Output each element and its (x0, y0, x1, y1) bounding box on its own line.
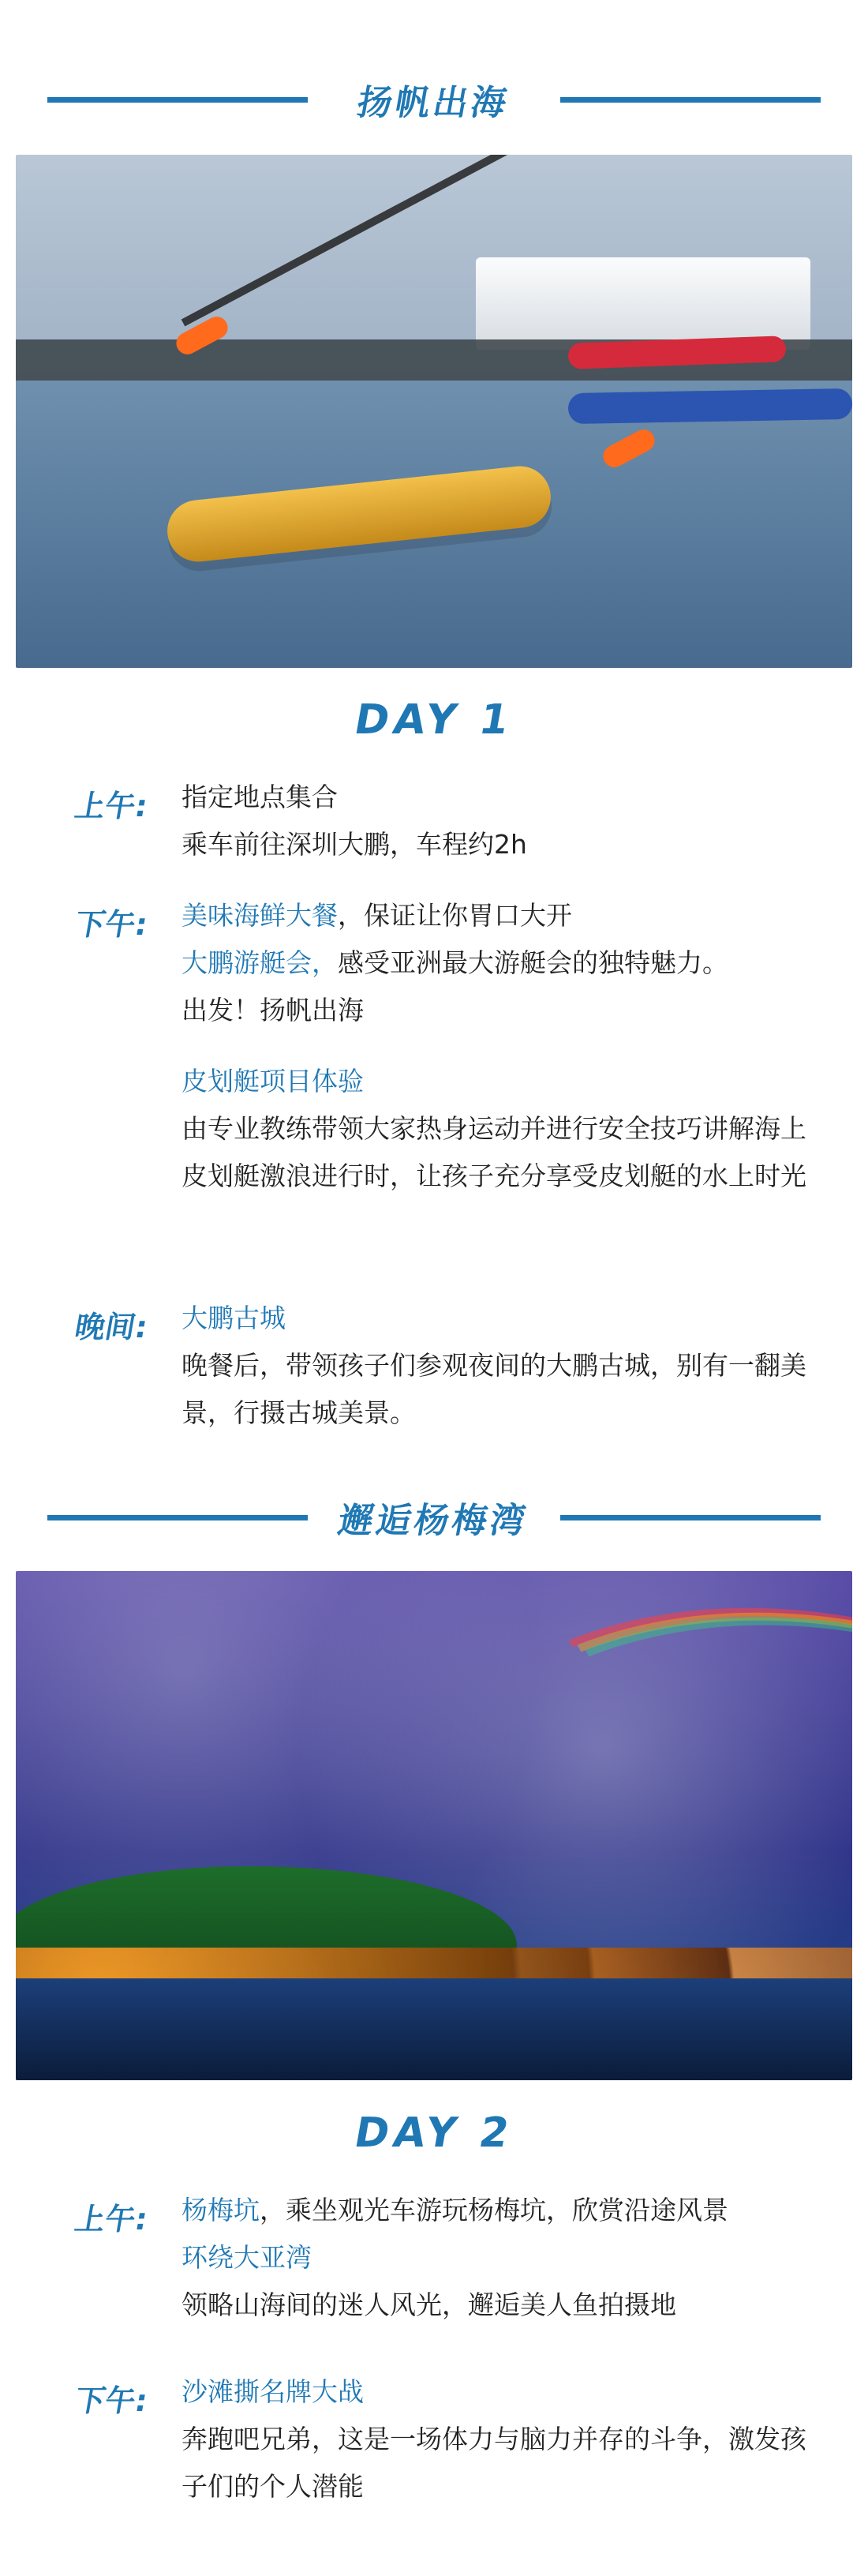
paragraph: 由专业教练带领大家热身运动并进行安全技巧讲解海上皮划艇激浪进行时，让孩子充分享受皮划艇的水上时光 (181, 1113, 806, 1191)
kayak-photo (16, 155, 852, 668)
schedule-line: 领略山海间的迷人风光，邂逅美人鱼拍摄地 (181, 2289, 676, 2320)
day-title: DAY 2 (350, 2109, 518, 2157)
highlight-text: 杨梅坑 (181, 2195, 260, 2225)
normal-text: ，保证让你胃口大开 (338, 900, 572, 931)
schedule-text (181, 774, 836, 868)
photo-sea (16, 1978, 852, 2080)
time-label: 下午: (72, 907, 151, 942)
schedule-line: 出发！扬帆出海 (181, 995, 364, 1026)
paragraph: 晚餐后，带领孩子们参观夜间的大鹏古城，别有一翻美景，行摄古城美景。 (181, 1350, 806, 1428)
schedule-text (181, 1295, 836, 1342)
schedule-line (181, 2187, 836, 2234)
time-label: 晚间: (72, 1310, 151, 1344)
photo-kayak-blue (567, 388, 852, 424)
schedule-line (181, 892, 836, 939)
paragraph: 奔跑吧兄弟，这是一场体力与脑力并存的斗争，激发孩子们的个人潜能 (181, 2424, 806, 2502)
time-label: 下午: (72, 2383, 151, 2418)
sub-title: 皮划艇项目体验 (181, 1066, 364, 1097)
time-label: 上午: (72, 2202, 151, 2237)
schedule-text (181, 892, 836, 1034)
schedule-line: 指定地点集合 (181, 782, 338, 812)
section-title: 扬帆出海 (354, 83, 513, 123)
schedule-line: 乘车前往深圳大鹏，车程约2h (181, 829, 527, 860)
highlight-text: 沙滩撕名牌大战 (181, 2376, 364, 2407)
schedule-line (181, 939, 836, 987)
day-title: DAY 1 (350, 696, 518, 744)
highlight-text: 环绕大亚湾 (181, 2242, 312, 2273)
highlight-text: 大鹏古城 (181, 1303, 286, 1333)
highlight-text: 大鹏游艇会， (181, 947, 338, 978)
highlight-text: 美味海鲜大餐 (181, 900, 338, 931)
rainbow-photo (16, 1571, 852, 2080)
normal-text: ，乘坐观光车游玩杨梅坑，欣赏沿途风景 (260, 2195, 728, 2225)
section-title: 邂逅杨梅湾 (335, 1501, 532, 1541)
subheading (181, 1058, 836, 1105)
schedule-text (181, 2187, 836, 2329)
time-label: 上午: (72, 789, 151, 823)
normal-text: 感受亚洲最大游艇会的独特魅力。 (338, 947, 728, 978)
section-header-1 (0, 66, 868, 129)
section-header-2 (0, 1484, 868, 1547)
schedule-text (181, 2368, 836, 2416)
